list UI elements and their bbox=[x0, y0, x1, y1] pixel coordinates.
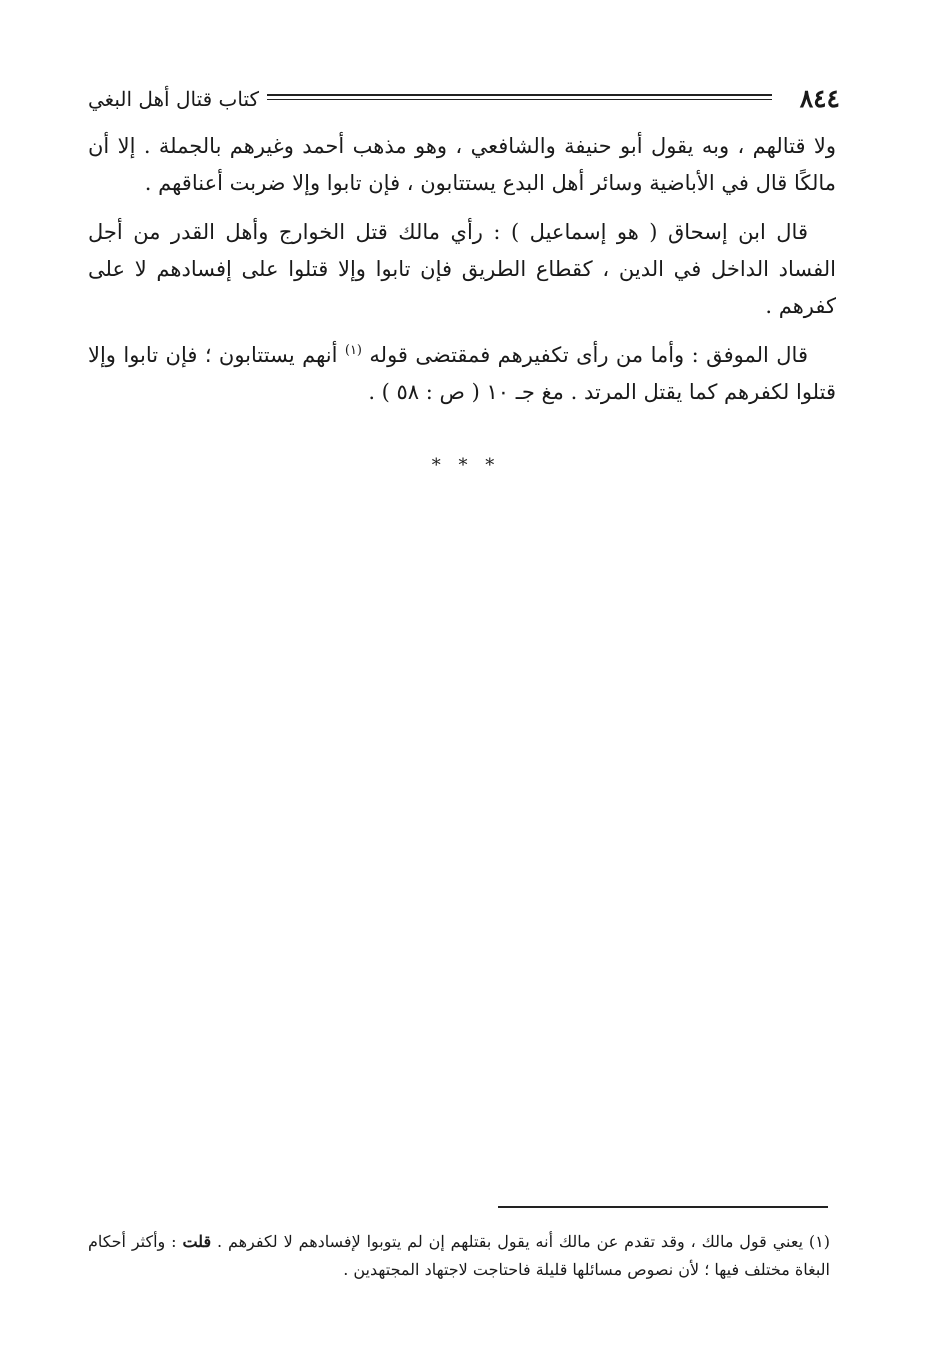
main-text bbox=[88, 128, 836, 423]
footnote-1-text-a: (١) يعني قول مالك ، وقد تقدم عن مالك أنه يقول بقتلهم إن لم يتوبوا لإفسادهم لا لكفرهم . bbox=[217, 1232, 831, 1251]
paragraph-3-text-a: قال الموفق : وأما من رأى تكفيرهم فمقتضى قوله bbox=[369, 343, 808, 367]
footnote-1-text-b: : وأكثر أحكام البغاة مختلف فيها ؛ لأن نصوص مسائلها قليلة فاحتاجت لاجتهاد المجتهدين . bbox=[88, 1232, 830, 1279]
footnote-1 bbox=[88, 1228, 830, 1284]
paragraph-2: قال ابن إسحاق ( هو إسماعيل ) : رأي مالك قتل الخوارج وأهل القدر من أجل الفساد الداخل في الدين ، كقطاع الطريق فإن تابوا وإلا قتلوا على إفسادهم لا على كفرهم . bbox=[88, 220, 836, 318]
book-title: كتاب قتال أهل البغي bbox=[88, 87, 260, 111]
paragraph-3-text-b: أنهم يستتابون ؛ فإن تابوا وإلا قتلوا لكفرهم كما يقتل المرتد . مغ جـ ١٠ ( ص : ٥٨ ) . bbox=[88, 343, 836, 404]
footnote-reference[interactable]: (١) bbox=[344, 343, 362, 358]
paragraph-1: ولا قتالهم ، وبه يقول أبو حنيفة والشافعي ، وهو مذهب أحمد وغيرهم بالجملة . إلا أن مالكًا قال في الأباضية وسائر أهل البدع يستتابون ، فإن تابوا وإلا ضربت أعناقهم . bbox=[88, 134, 836, 195]
footnote-rule bbox=[498, 1206, 828, 1208]
section-separator: * * * bbox=[431, 455, 501, 476]
footnote-1-label: قلت bbox=[182, 1232, 212, 1251]
page-number: ٨٤٤ bbox=[799, 84, 840, 113]
header-rule bbox=[267, 94, 772, 100]
running-header bbox=[88, 82, 840, 116]
footnotes bbox=[88, 1228, 830, 1284]
paragraph-3 bbox=[88, 337, 836, 411]
